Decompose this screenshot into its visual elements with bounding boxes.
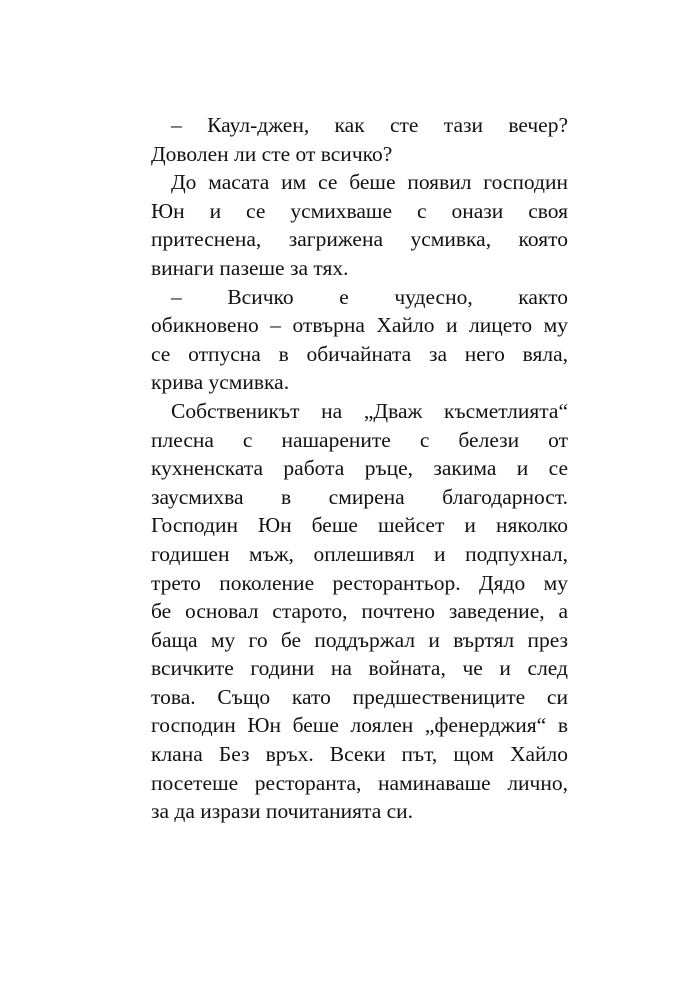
text-line: за да изрази почитанията си. <box>151 799 414 824</box>
paragraph-2 <box>131 168 568 282</box>
text-line: Юн и се усмихваше с онази своя <box>151 198 568 223</box>
text-line: Доволен ли сте от всичко? <box>151 141 393 166</box>
text-line: обикновено – отвърна Хайло и лицето му <box>151 313 568 338</box>
paragraph-3 <box>131 283 568 397</box>
text-line: баща му го бе поддържал и въртял през <box>151 627 568 652</box>
text-line: Собственикът на „Дваж късметлията“ <box>171 398 568 423</box>
text-line: всичките години на войната, че и след <box>151 656 568 681</box>
text-line: винаги пазеше за тях. <box>151 255 349 280</box>
text-line: кухненската работа ръце, закима и се <box>151 456 568 481</box>
text-line: притеснена, загрижена усмивка, която <box>151 227 568 252</box>
text-line: това. Също като предшествениците си <box>151 684 568 709</box>
paragraph-4 <box>131 397 568 826</box>
text-line: плесна с нашарените с белези от <box>151 427 568 452</box>
text-line: – Всичко е чудесно, както <box>171 284 568 309</box>
text-line: Господин Юн беше шейсет и няколко <box>151 513 568 538</box>
text-line: годишен мъж, оплешивял и подпухнал, <box>151 541 568 566</box>
text-line: заусмихва в смирена благодарност. <box>151 484 568 509</box>
paragraph-1 <box>131 111 568 168</box>
book-page <box>131 111 568 826</box>
text-line: господин Юн беше лоялен „фенерджия“ в <box>151 713 568 738</box>
text-line: посетеше ресторанта, наминаваше лично, <box>151 770 568 795</box>
text-line: – Каул-джен, как сте тази вечер? <box>171 113 568 137</box>
text-line: се отпусна в обичайната за него вяла, <box>151 341 568 366</box>
text-line: крива усмивка. <box>151 370 290 395</box>
text-line: трето поколение ресторантьор. Дядо му <box>151 570 568 595</box>
text-line: До масата им се беше появил господин <box>171 170 568 195</box>
text-line: бе основал старото, почтено заведение, а <box>151 599 568 624</box>
text-line: клана Без връх. Всеки път, щом Хайло <box>151 742 568 767</box>
